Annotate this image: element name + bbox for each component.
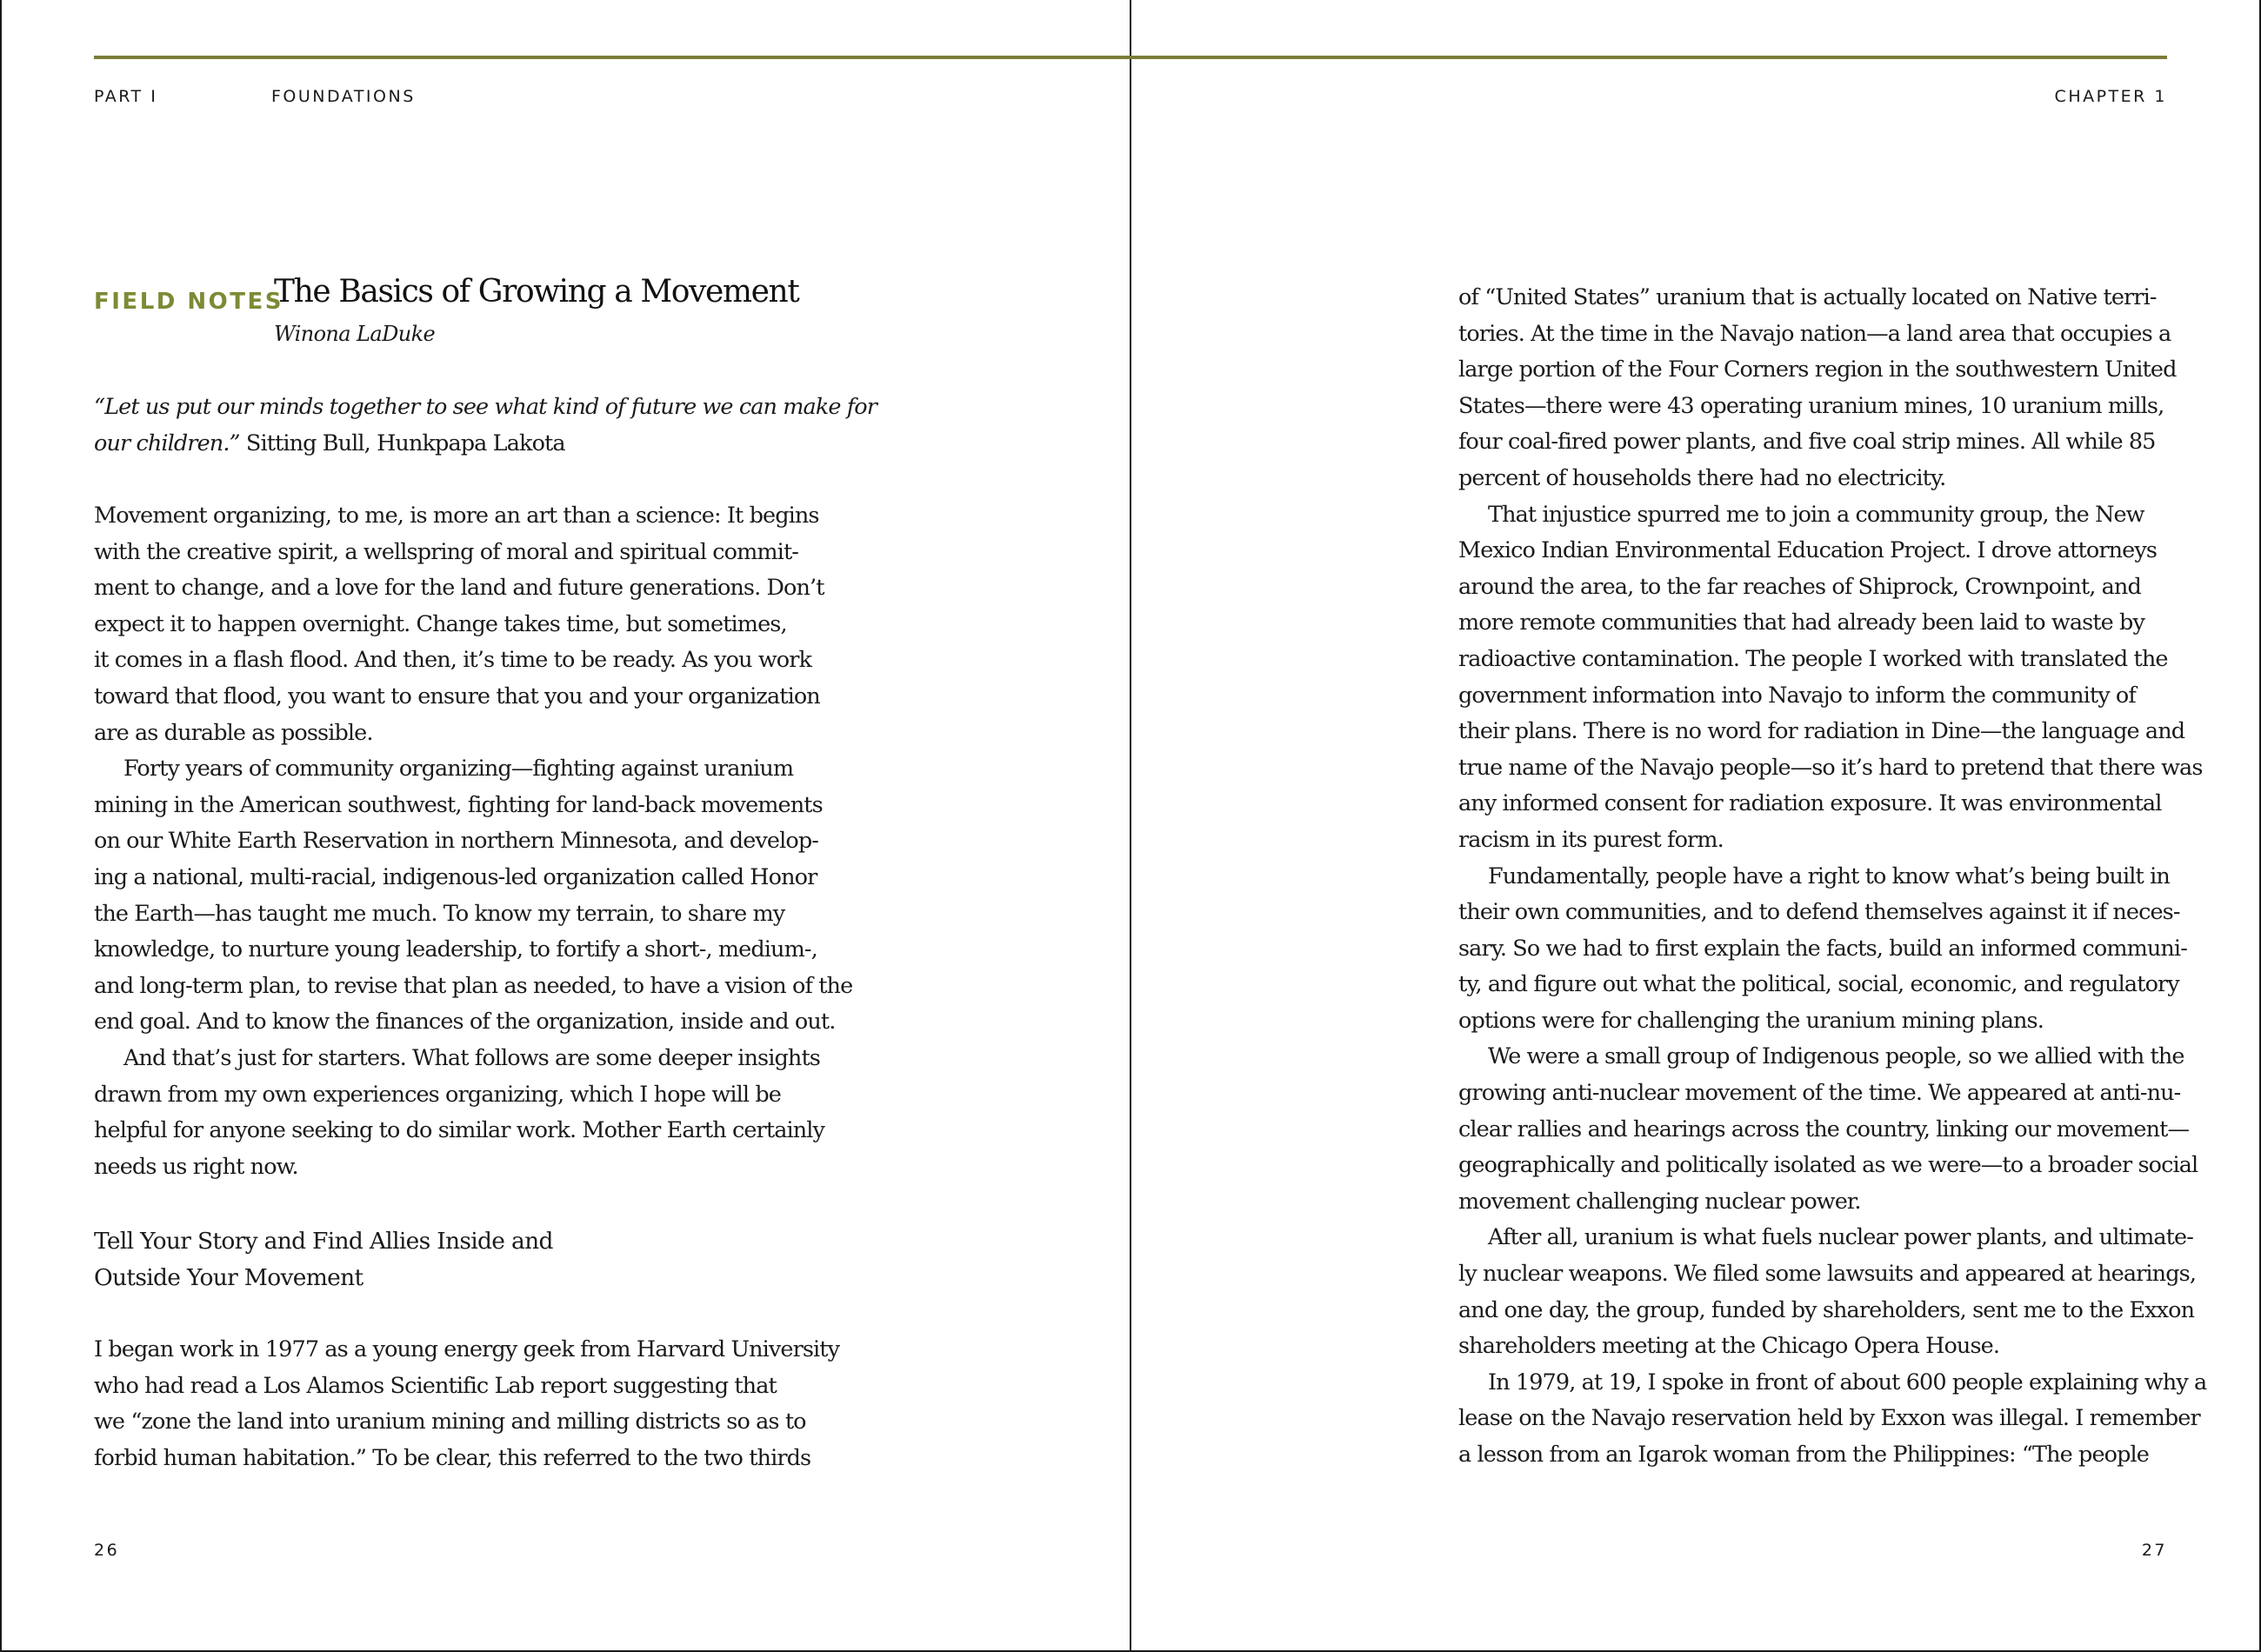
body-line: end goal. And to know the finances of the organization, inside and out.	[94, 1009, 836, 1036]
body-line: government information into Navajo to inform the community of	[1458, 682, 2136, 709]
body-line: That injustice spurred me to join a community group, the New	[1488, 501, 2144, 528]
section-subhead	[94, 1223, 553, 1296]
body-line: sary. So we had to first explain the facts, build an informed communi-	[1458, 935, 2187, 962]
body-line: In 1979, at 19, I spoke in front of about 600 people explaining why a	[1488, 1369, 2207, 1396]
body-line: geographically and politically isolated as we were—to a broader social	[1458, 1152, 2198, 1179]
body-line: true name of the Navajo people—so it’s hard to pretend that there was	[1458, 754, 2203, 781]
body-line: States—there were 43 operating uranium mines, 10 uranium mills,	[1458, 392, 2164, 419]
body-line: ly nuclear weapons. We filed some lawsuits and appeared at hearings,	[1458, 1261, 2197, 1288]
article-title: The Basics of Growing a Movement	[274, 274, 799, 310]
epigraph-line: “Let us put our minds together to see what kind of future we can make for	[94, 394, 877, 420]
body-line: tories. At the time in the Navajo nation—a land area that occupies a	[1458, 320, 2171, 347]
body-line: ty, and figure out what the political, social, economic, and regulatory	[1458, 971, 2179, 998]
body-line: We were a small group of Indigenous people, so we allied with the	[1488, 1043, 2184, 1070]
running-head-part: PART I	[94, 87, 158, 106]
running-head-section: FOUNDATIONS	[271, 87, 416, 106]
page-number-right: 27	[2141, 1541, 2167, 1560]
left-body	[94, 498, 852, 1185]
body-line: and long-term plan, to revise that plan as needed, to have a vision of the	[94, 972, 853, 999]
header-rule	[94, 56, 2167, 59]
body-line: helpful for anyone seeking to do similar work. Mother Earth certainly	[94, 1117, 825, 1144]
body-line: a lesson from an Igarok woman from the Philippines: “The people	[1458, 1442, 2149, 1468]
epigraph	[94, 390, 877, 462]
body-line: Movement organizing, to me, is more an art than a science: It begins	[94, 503, 819, 529]
body-line: mining in the American southwest, fighting for land-back movements	[94, 791, 823, 818]
field-notes-label: FIELD NOTES	[94, 289, 283, 315]
body-line: four coal-fired power plants, and five coal strip mines. All while 85	[1458, 429, 2156, 456]
body-line: After all, uranium is what fuels nuclear power plants, and ultimate-	[1488, 1224, 2193, 1251]
body-line: I began work in 1977 as a young energy geek from Harvard University	[94, 1336, 840, 1362]
body-line: Forty years of community organizing—fighting against uranium	[123, 756, 794, 783]
left-body-2	[94, 1332, 839, 1476]
subhead-line: Tell Your Story and Find Allies Inside and	[94, 1228, 553, 1255]
body-line: clear rallies and hearings across the country, linking our movement—	[1458, 1116, 2190, 1142]
body-line: it comes in a flash flood. And then, it’s time to be ready. As you work	[94, 647, 812, 674]
body-line: on our White Earth Reservation in northern Minnesota, and develop-	[94, 828, 818, 855]
epigraph-attribution: Sitting Bull, Hunkpapa Lakota	[245, 430, 565, 456]
body-line: movement challenging nuclear power.	[1458, 1188, 1861, 1215]
body-line: of “United States” uranium that is actually located on Native terri-	[1458, 284, 2157, 310]
body-line: radioactive contamination. The people I worked with translated the	[1458, 645, 2168, 672]
body-line: toward that flood, you want to ensure that you and your organization	[94, 683, 820, 709]
body-line: forbid human habitation.” To be clear, this referred to the two thirds	[94, 1444, 811, 1471]
page-number-left: 26	[94, 1541, 120, 1560]
body-line: with the creative spirit, a wellspring of moral and spiritual commit-	[94, 538, 799, 565]
body-line: their own communities, and to defend themselves against it if neces-	[1458, 899, 2180, 926]
body-line: around the area, to the far reaches of Shiprock, Crownpoint, and	[1458, 573, 2141, 600]
gutter-line	[1130, 0, 1131, 1652]
body-line: lease on the Navajo reservation held by Exxon was illegal. I remember	[1458, 1405, 2200, 1432]
subhead-line: Outside Your Movement	[94, 1263, 363, 1291]
body-line: Fundamentally, people have a right to know what’s being built in	[1488, 863, 2170, 889]
article-author: Winona LaDuke	[274, 322, 436, 346]
epigraph-line	[94, 426, 877, 463]
body-line: options were for challenging the uranium mining plans.	[1458, 1007, 2044, 1034]
body-line: the Earth—has taught me much. To know my terrain, to share my	[94, 900, 785, 927]
body-line: ment to change, and a love for the land and future generations. Don’t	[94, 575, 824, 602]
body-line: large portion of the Four Corners region in the southwestern United	[1458, 356, 2177, 383]
body-line: racism in its purest form.	[1458, 826, 1724, 853]
body-line: knowledge, to nurture young leadership, to fortify a short-, medium-,	[94, 936, 817, 963]
right-body	[1458, 280, 2206, 1474]
epigraph-quote-end: our children.”	[94, 430, 240, 456]
body-line: we “zone the land into uranium mining and milling districts so as to	[94, 1409, 806, 1436]
body-line: growing anti-nuclear movement of the time. We appeared at anti-nu-	[1458, 1080, 2181, 1107]
body-line: expect it to happen overnight. Change takes time, but sometimes,	[94, 610, 787, 637]
body-line: any informed consent for radiation exposure. It was environmental	[1458, 790, 2162, 817]
body-line: ing a national, multi-racial, indigenous-led organization called Honor	[94, 863, 817, 890]
body-line: and one day, the group, funded by shareholders, sent me to the Exxon	[1458, 1296, 2195, 1323]
body-line: their plans. There is no word for radiation in Dine—the language and	[1458, 718, 2185, 745]
running-head-chapter: CHAPTER 1	[2054, 87, 2167, 106]
body-line: more remote communities that had already been laid to waste by	[1458, 610, 2144, 636]
body-line: shareholders meeting at the Chicago Opera House.	[1458, 1333, 2000, 1360]
body-line: percent of households there had no electricity.	[1458, 464, 1946, 491]
body-line: drawn from my own experiences organizing, which I hope will be	[94, 1081, 781, 1108]
body-line: Mexico Indian Environmental Education Project. I drove attorneys	[1458, 537, 2158, 564]
body-line: And that’s just for starters. What follows are some deeper insights	[123, 1044, 820, 1071]
body-line: who had read a Los Alamos Scientific Lab report suggesting that	[94, 1372, 777, 1399]
body-line: needs us right now.	[94, 1153, 298, 1180]
body-line: are as durable as possible.	[94, 719, 373, 746]
page-edge-left	[0, 0, 2, 1652]
